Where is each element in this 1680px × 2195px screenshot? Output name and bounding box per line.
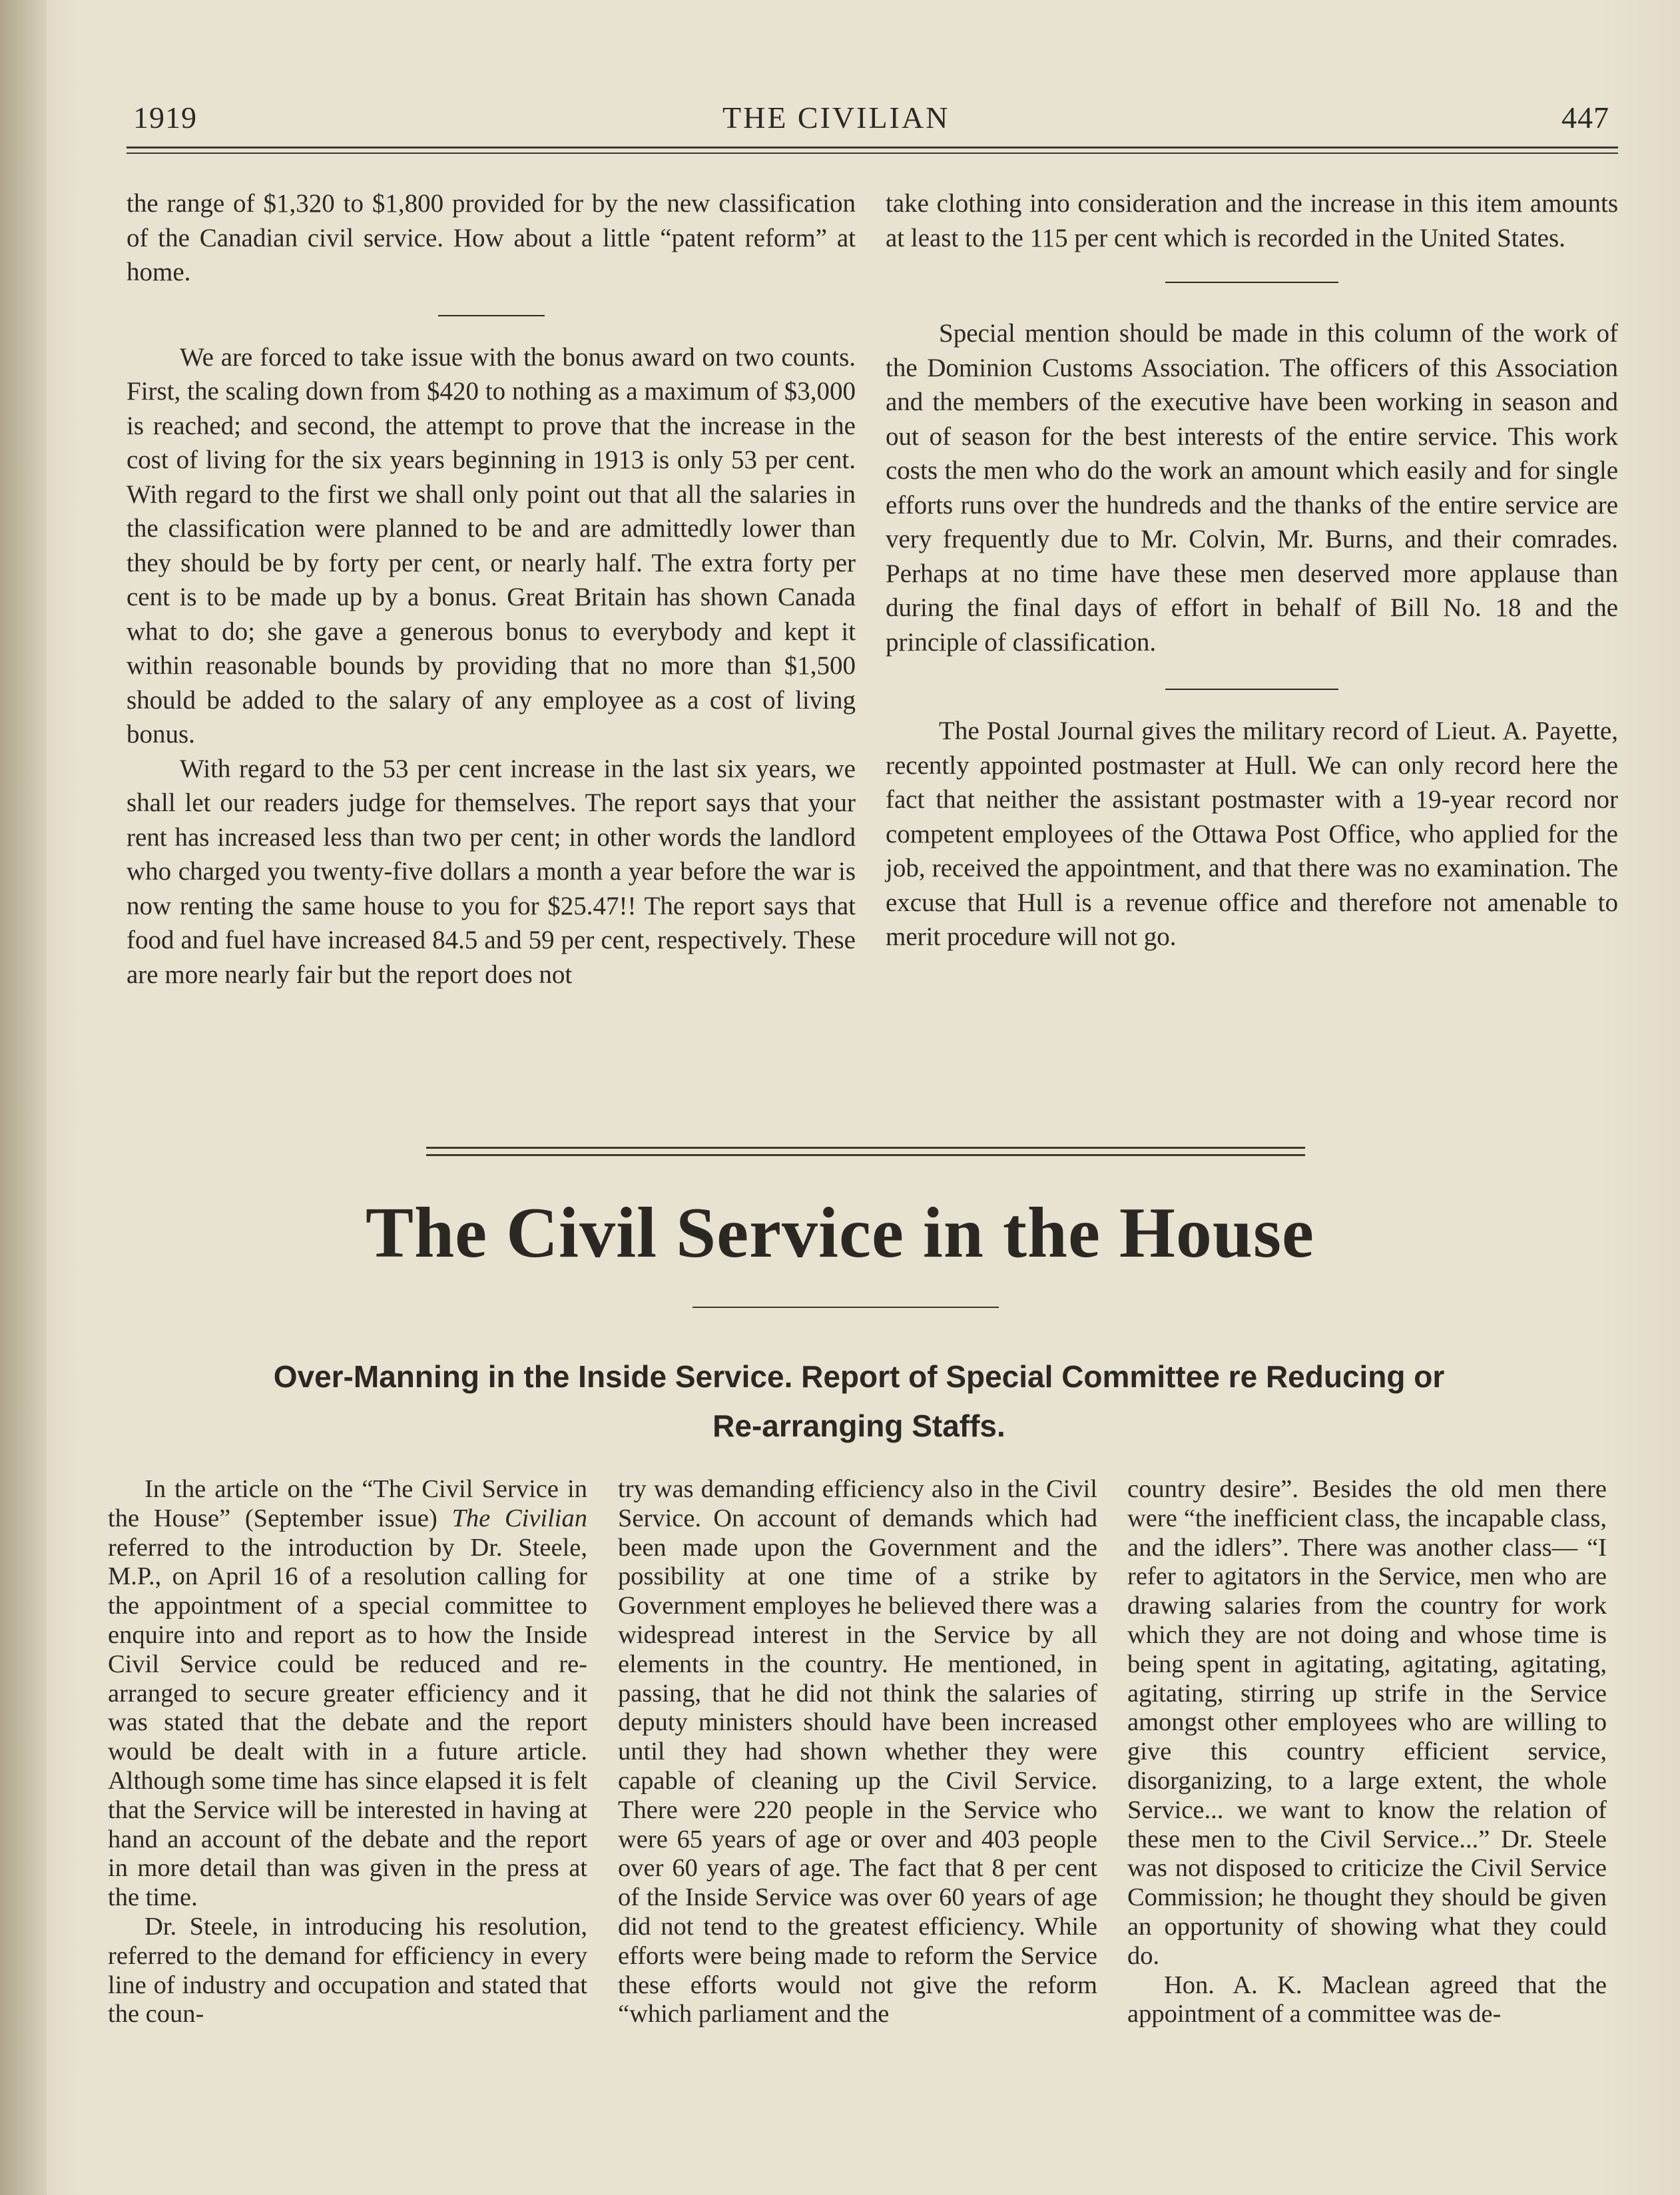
article-paragraph: country desire”. Besides the old men there were “the inefficient class, the incapable class, and the idlers”. There was another class— “I refer to agitators in the Service, men who are drawing salaries from the country for work which they are not doing and whose time is being spent in agitating, agitating, agitating, agitating, stirring up strife in the Service amongst other employees who are willing to give this country efficient service, disorganizing, to a large extent, the whole Service... we want to know the relation of these men to the Civil Service...” Dr. Steele was not disposed to criticize the Civil Service Commission; he thought they should be given an opportunity of showing what they could do. xyxy=(1127,1475,1607,1970)
article-column-1 xyxy=(108,1475,587,2029)
article-column-2 xyxy=(618,1475,1097,2029)
editorial-paragraph: Special mention should be made in this column of the work of the Dominion Customs Association. The officers of this Association and the members of the executive have been working in season and out of season for the best interests of the entire service. This work costs the men who do the work an amount which easily and for single efforts runs over the hundreds and the thanks of the entire service are very frequently due to Mr. Colvin, Mr. Burns, and their comrades. Perhaps at no time have these men deserved more applause than during the final days of effort in behalf of Bill No. 18 and the principle of classification. xyxy=(886,319,1618,657)
article-paragraph: try was demanding efficiency also in the Civil Service. On account of demands which had been made upon the Government and the possibility at one time of a strike by Government employes he believed there was a widespread interest in the Service by all elements in the country. He mentioned, in passing, that he did not think the salaries of deputy ministers should have been increased until they had shown whether they were capable of cleaning up the Civil Service. There were 220 people in the Service who were 65 years of age or over and 403 people over 60 years of age. The fact that 8 per cent of the Inside Service was over 60 years of age did not tend to the greatest efficiency. While efforts were being made to reform the Service these efforts would not give the reform “which parliament and the xyxy=(618,1475,1097,2029)
editorial-column-left xyxy=(127,186,856,992)
paragraph-separator xyxy=(1165,689,1338,690)
editorial-paragraph: We are forced to take issue with the bonus award on two counts. First, the scaling down from $420 to nothing as a maximum of $3,000 is reached; and second, the attempt to prove that the increase in the cost of living for the six years beginning in 1913 is only 53 per cent. With regard to the first we shall only point out that all the salaries in the classification were planned to be and are admittedly lower than they should be by forty per cent, or nearly half. The extra forty per cent is to be made up by a bonus. Great Britain has shown Canada what to do; she gave a generous bonus to everybody and kept it within reasonable bounds by providing that no more than $1,500 should be added to the salary of any employee as a cost of living bonus. xyxy=(127,342,856,749)
editorial-paragraph: the range of $1,320 to $1,800 provided for by the new classification of the Canadian civil service. How about a little “patent reform” at home. xyxy=(127,189,856,286)
article-paragraph: Hon. A. K. Maclean agreed that the appointment of a committee was de- xyxy=(1127,1971,1607,2029)
article-title: The Civil Service in the House xyxy=(366,1193,1314,1273)
header-year: 1919 xyxy=(133,101,197,135)
text-run: In the article on the “The Civil Service in the House” (September issue) xyxy=(108,1475,587,1532)
title-underline xyxy=(693,1307,999,1308)
article-paragraph: Dr. Steele, in introducing his resolution, referred to the demand for efficiency in every line of industry and occupation and stated that the coun- xyxy=(108,1912,587,2029)
article-subtitle xyxy=(160,1352,1558,1450)
page-binding-edge xyxy=(0,0,47,2195)
editorial-paragraph: With regard to the 53 per cent increase in the last six years, we shall let our readers judge for themselves. The report says that your rent has increased less than two per cent; in other words the landlord who charged you twenty-five dollars a month a year before the war is now renting the same house to you for $25.47!! The report says that food and fuel have increased 84.5 and 59 per cent, respectively. These are more nearly fair but the report does not xyxy=(127,754,856,989)
article-subtitle-line: Over-Manning in the Inside Service. Report of Special Committee re Reducing or xyxy=(273,1359,1445,1394)
section-rule-secondary xyxy=(426,1154,1305,1156)
paragraph-separator xyxy=(438,315,545,316)
editorial-column-right xyxy=(886,186,1618,954)
section-rule xyxy=(426,1147,1305,1149)
article-column-3 xyxy=(1127,1475,1607,2029)
article-paragraph xyxy=(108,1475,587,1913)
header-publication-title: THE CIVILIAN xyxy=(722,101,950,135)
editorial-paragraph: take clothing into consideration and the increase in this item amounts at least to the 115 per cent which is recorded in the United States. xyxy=(886,189,1618,252)
header-rule-secondary xyxy=(127,153,1618,154)
header-rule xyxy=(127,147,1618,149)
publication-name: The Civilian xyxy=(451,1504,588,1532)
article-subtitle-line: Re-arranging Staffs. xyxy=(712,1409,1005,1443)
editorial-paragraph: The Postal Journal gives the military record of Lieut. A. Payette, recently appointed postmaster at Hull. We can only record here the fact that neither the assistant postmaster with a 19-year record nor competent employees of the Ottawa Post Office, who applied for the job, received the appointment, and that there was no examination. The excuse that Hull is a revenue office and therefore not amenable to merit procedure will not go. xyxy=(886,717,1618,951)
paragraph-separator xyxy=(1165,282,1338,283)
header-page-number: 447 xyxy=(1561,101,1609,135)
text-run: referred to the introduction by Dr. Steele, M.P., on April 16 of a resolution calling for the appointment of a special committee to enquire into and report as to how the Inside Civil Service could be reduced and re-arranged to secure greater efficiency and it was stated that the debate and the report would be dealt with in a future article. Although some time has since elapsed it is felt that the Service will be interested in having at hand an account of the debate and the report in more detail than was given in the press at the time. xyxy=(108,1533,587,1912)
